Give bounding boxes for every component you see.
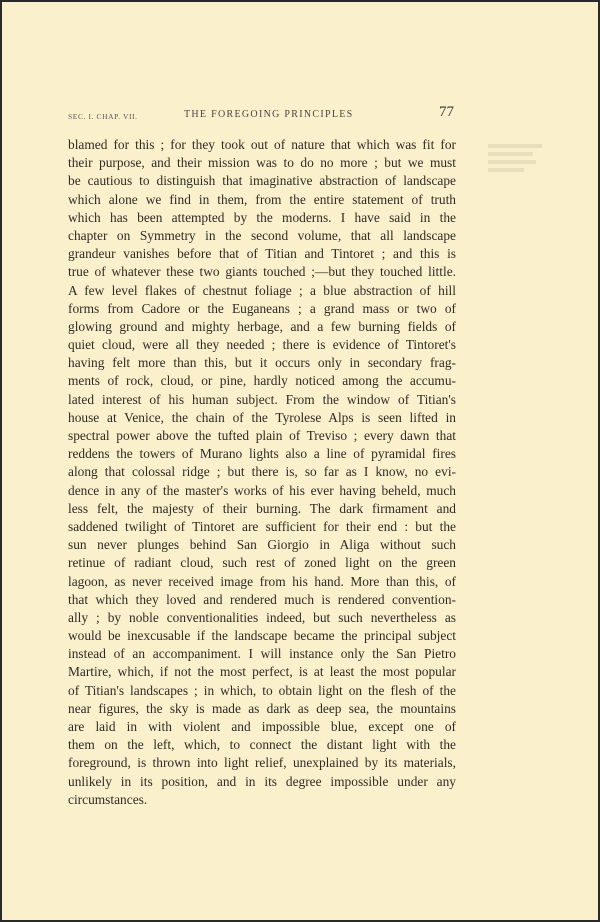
text-line: sun never plunges behind San Giorgio in Aliga without such [68, 537, 456, 553]
text-line: blamed for this ; for they took out of nature that which was fit for [68, 137, 456, 152]
text-line: ments of rock, cloud, or pine, hardly noticed among the accumu- [68, 373, 456, 389]
text-line: that which they loved and rendered much is rendered convention- [68, 591, 456, 607]
text-line: ally ; by noble conventionalities indeed, but such nevertheless as [68, 609, 456, 625]
text-line: of Titian's landscapes ; in which, to obtain light on the flesh of the [68, 682, 456, 698]
text-line: are laid in with violent and impossible blue, except one of [68, 719, 456, 734]
text-line: A few level flakes of chestnut foliage ; a blue abstraction of hill [68, 282, 456, 298]
text-line: lated interest of his human subject. From the window of Titian's [68, 391, 456, 407]
page-number: 77 [439, 104, 454, 120]
text-line: forms from Cadore or the Euganeans ; a grand mass or two of [68, 300, 456, 316]
text-line: less felt, the majesty of their burning. The dark firmament and [68, 500, 456, 516]
text-line: unlikely in its position, and in its degree impossible under any [68, 773, 456, 789]
text-line: true of whatever these two giants touched ;—but they touched little. [68, 264, 456, 280]
text-line: having felt more than this, but it occurs only in secondary frag- [68, 355, 456, 371]
body-paragraph [68, 136, 456, 809]
text-line: near figures, the sky is made as dark as deep sea, the mountains [68, 700, 456, 716]
text-line: retinue of radiant cloud, such rest of zoned light on the green [68, 555, 456, 571]
text-line: along that colossal ridge ; but there is, so far as I know, no evi- [68, 464, 456, 480]
text-line: which has been attempted by the moderns. I have said in the [68, 209, 456, 225]
text-line: would be inexcusable if the landscape became the principal subject [68, 628, 456, 644]
text-line: instead of an accompaniment. I will instance only the San Pietro [68, 646, 456, 662]
text-line: lagoon, as never received image from his hand. More than this, of [68, 573, 456, 589]
text-line: spectral power above the tufted plain of Treviso ; every dawn that [68, 428, 456, 443]
text-line: be cautious to distinguish that imaginative abstraction of landscape [68, 173, 456, 189]
text-line: grandeur vanishes before that of Titian and Tintoret ; and this is [68, 246, 456, 262]
text-line: quiet cloud, were all they needed ; there is evidence of Tintoret's [68, 337, 456, 353]
text-line: chapter on Symmetry in the second volume, that all landscape [68, 227, 456, 243]
text-line: them on the left, which, to connect the distant light with the [68, 737, 456, 753]
running-header [68, 106, 454, 126]
text-line: foreground, is thrown into light relief, unexplained by its materials, [68, 755, 456, 771]
text-line: glowing ground and mighty herbage, and a few burning fields of [68, 318, 456, 334]
text-line: circumstances. [68, 791, 148, 807]
text-line: Martire, which, if not the most perfect, is at least the most popular [68, 664, 456, 680]
text-line: saddened twilight of Tintoret are sufficient for their end : but the [68, 518, 456, 534]
text-line: reddens the towers of Murano lights also a line of pyramidal fires [68, 446, 456, 462]
text-line: which alone we find in them, from the entire statement of truth [68, 191, 456, 207]
section-label: SEC. I. CHAP. VII. [68, 112, 138, 121]
show-through-text [488, 140, 548, 176]
text-line: dence in any of the master's works of his ever having beheld, much [68, 482, 456, 498]
text-line: house at Venice, the chain of the Tyrolese Alps is seen lifted in [68, 409, 456, 425]
running-title: THE FOREGOING PRINCIPLES [184, 109, 354, 120]
text-line: their purpose, and their mission was to do no more ; but we must [68, 155, 456, 171]
